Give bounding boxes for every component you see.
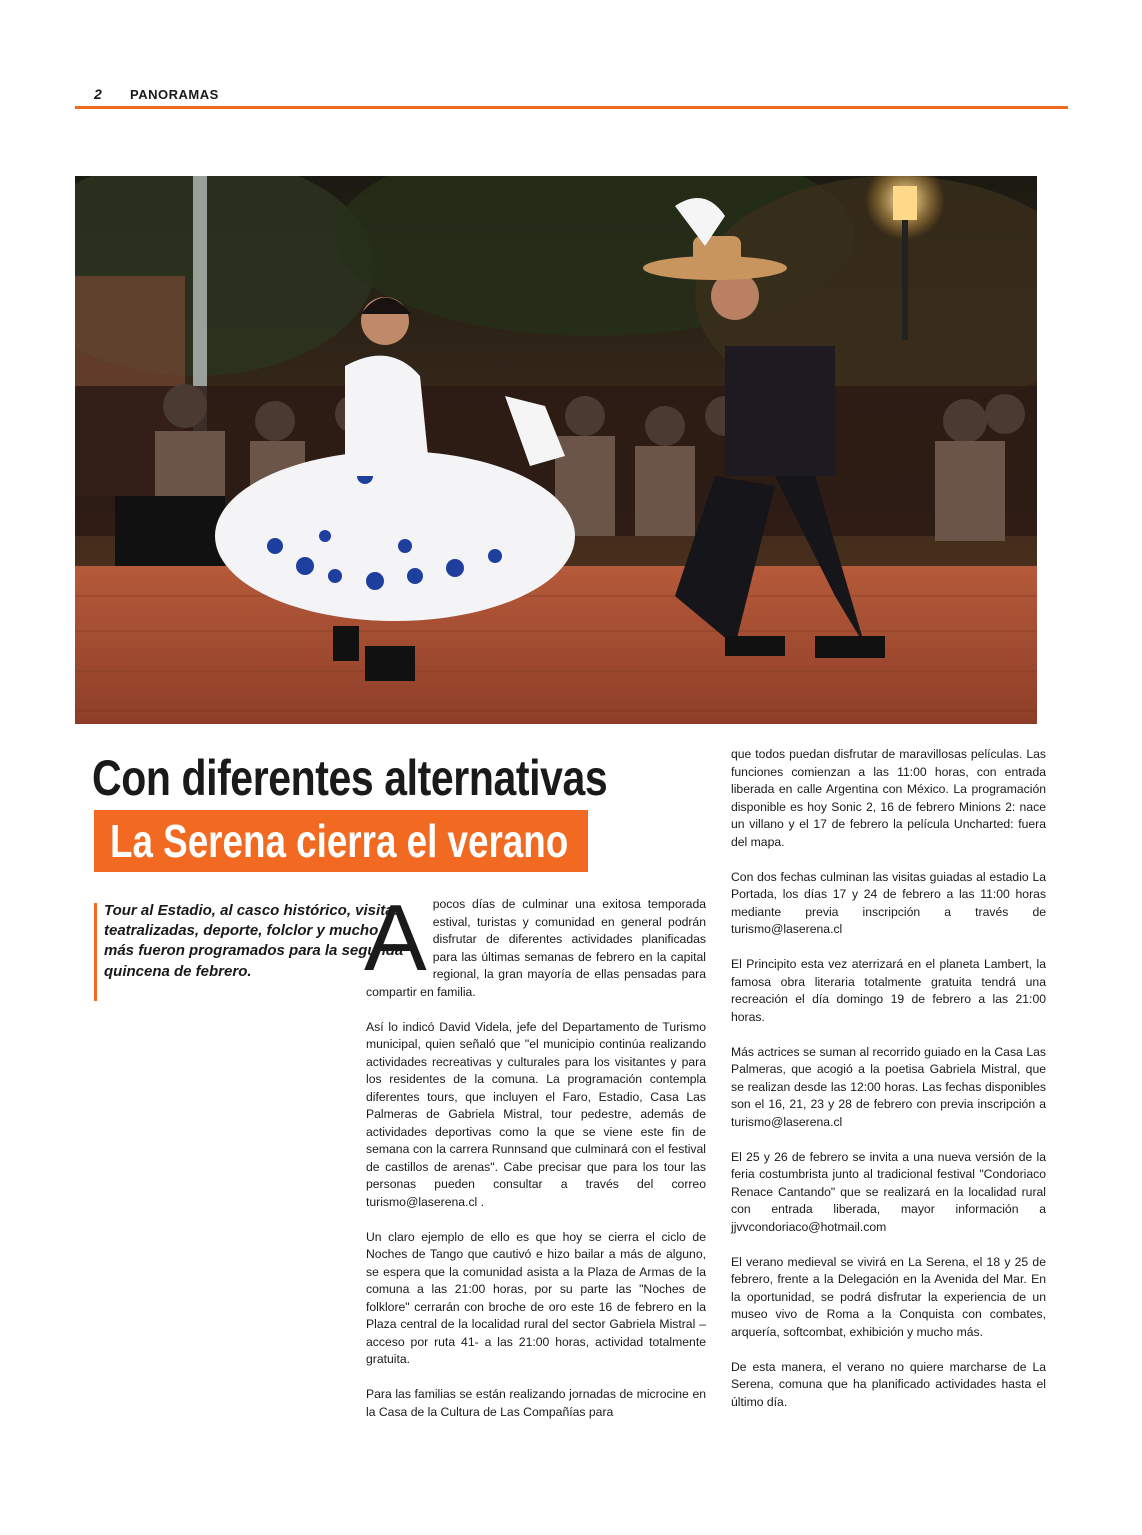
lead-paragraph: Tour al Estadio, al casco histórico, visitas teatralizadas, deporte, folclor y mucho más fueron programados para la segunda quincena de febrero. — [104, 902, 404, 980]
paragraph-1-text: pocos días de culminar una exitosa temporada estival, turistas y comunidad en general podrán disfrutar de diferentes actividades planificadas para las últimas semanas de febrero en la capital regional, la gran mayoría de ellas pensadas para compartir en familia. — [366, 897, 706, 999]
article-column-1 — [364, 885, 706, 1439]
page-number: 2 — [94, 86, 102, 102]
paragraph-1 — [364, 885, 706, 1001]
drop-cap: A — [364, 885, 427, 990]
header-rule — [75, 106, 1068, 109]
headline: Con diferentes alternativas — [92, 750, 608, 806]
section-title: PANORAMAS — [130, 87, 219, 102]
dance-photo — [75, 176, 1037, 724]
article-column-2 — [731, 746, 1046, 1429]
paragraph-11: De esta manera, el verano no quiere marcharse de La Serena, comuna que ha planificado actividades hasta el último día. — [731, 1359, 1046, 1409]
paragraph-3: Un claro ejemplo de ello es que hoy se cierra el ciclo de Noches de Tango que cautivó e hizo bailar a más de alguno, se espera que la comunidad asista a la Plaza de Armas de la comuna a las 21:00 horas, por su parte las "Noches de folklore" cerrarán con broche de oro este 16 de febrero en la Plaza central de la localidad rural del sector Gabriela Mistral –acceso por ruta 41- a las 21:00 horas, actividad totalmente gratuita. — [366, 1229, 706, 1366]
page-header — [75, 86, 1068, 110]
subheadline: La Serena cierra el verano — [110, 815, 569, 867]
lead-accent-bar — [94, 903, 97, 1001]
paragraph-10: El verano medieval se vivirá en La Serena, el 18 y 25 de febrero, frente a la Delegación en la Avenida del Mar. En la oportunidad, se podrá disfrutar la experiencia de un museo vivo de Roma a la Conquista con combates, arquería, softcombat, exhibición y mucho más. — [731, 1254, 1046, 1339]
dance-photo-illustration — [75, 176, 1037, 724]
paragraph-7: El Principito esta vez aterrizará en el planeta Lambert, la famosa obra literaria totalmente gratuita tendrá una recreación el día domingo 19 de febrero a las 21:00 horas. — [731, 957, 1046, 1024]
paragraph-5: que todos puedan disfrutar de maravillosas películas. Las funciones comienzan a las 11:00 horas, con entrada liberada en calle Argentina con México. La programación disponible es hoy Sonic 2, 16 de febrero Minions 2: nace un villano y el 17 de febrero la película Uncharted: fuera del mapa. — [731, 747, 1046, 849]
paragraph-8: Más actrices se suman al recorrido guiado en la Casa Las Palmeras, que acogió a la poetisa Gabriela Mistral, que se realizan desde las 12:00 horas. Las fechas disponibles son el 16, 21, 23 y 28 de febrero con previa inscripción a turismo@laserena.cl — [731, 1044, 1046, 1129]
paragraph-9: El 25 y 26 de febrero se invita a una nueva versión de la feria costumbrista junto al tradicional festival "Condoriaco Renace Cantando" que se realizará en la localidad rural con entrada liberada, mayor información a jjvvcondoriaco@hotmail.com — [731, 1149, 1046, 1234]
paragraph-4: Para las familias se están realizando jornadas de microcine en la Casa de la Cultura de Las Compañías para — [366, 1387, 706, 1419]
paragraph-2: Así lo indicó David Videla, jefe del Departamento de Turismo municipal, quien señaló que "el municipio continúa realizando actividades recreativas y culturales para los visitantes y para los residentes de la comuna. La programación contempla diferentes tours, que incluyen el Faro, Estadio, Casa Las Palmeras de Gabriela Mistral, tour pedestre, además de actividades deportivas como la que se viene este fin de semana con la carrera Runnsand que culminará con el festival de castillos de arenas". Cabe precisar que para los tour las personas pueden consultar a través del correo turismo@laserena.cl . — [366, 1019, 706, 1209]
paragraph-6: Con dos fechas culminan las visitas guiadas al estadio La Portada, los días 17 y 24 de febrero a las 11:00 horas mediante previa inscripción a través de turismo@laserena.cl — [731, 869, 1046, 936]
